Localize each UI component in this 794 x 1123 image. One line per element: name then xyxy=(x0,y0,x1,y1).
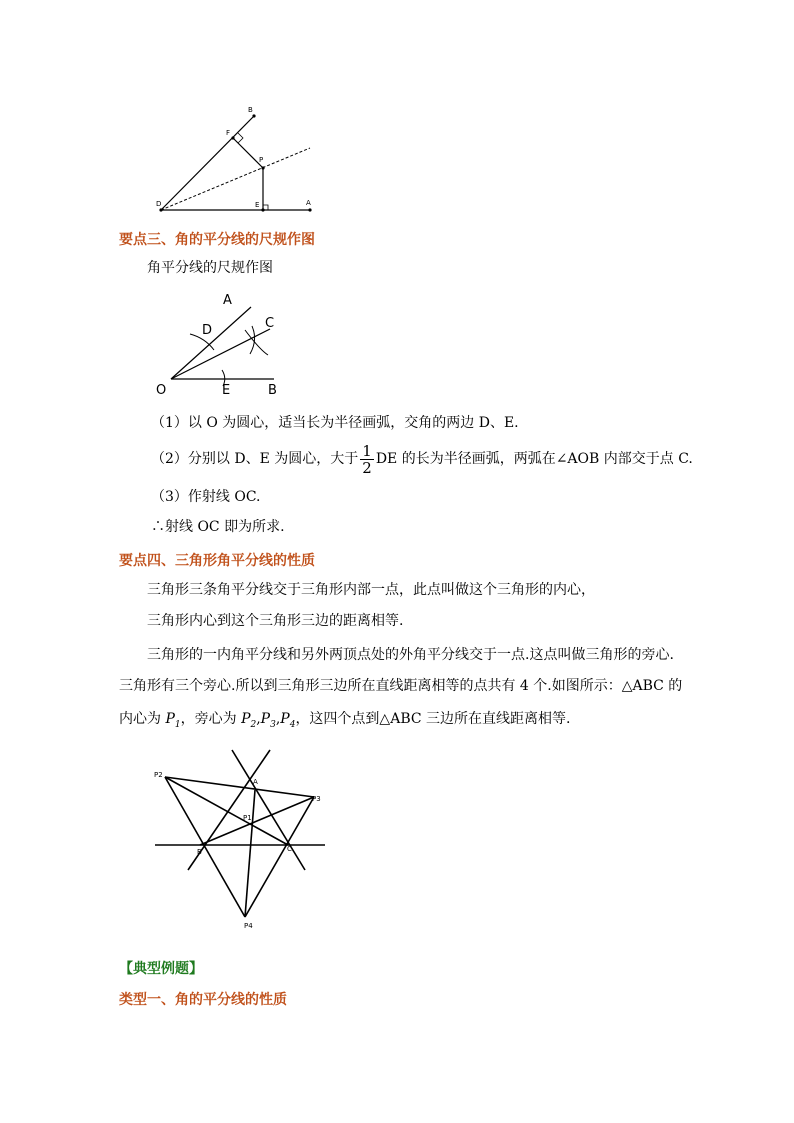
fraction-denominator: 2 xyxy=(362,458,372,477)
ray-OC xyxy=(171,329,270,379)
line5-tail: ，这四个点到△ABC 三边所在直线距离相等. xyxy=(295,711,571,727)
type1-heading: 类型一、角的平分线的性质 xyxy=(119,992,287,1008)
label-C: C xyxy=(287,845,292,853)
point-A xyxy=(308,208,311,211)
label-E: E xyxy=(222,383,231,398)
label-B: B xyxy=(197,848,202,856)
label-O: O xyxy=(156,383,167,398)
label-P1: P1 xyxy=(243,814,252,822)
segment-P2-P4 xyxy=(165,777,245,917)
bisector-dashed xyxy=(161,148,310,210)
point-B xyxy=(252,114,255,117)
label-P3: P3 xyxy=(312,795,321,803)
examples-heading: 【典型例题】 xyxy=(119,961,203,977)
section4-line2: 三角形内心到这个三角形三边的距离相等. xyxy=(147,613,404,629)
section4-line3: 三角形的一内角平分线和另外两顶点处的外角平分线交于一点.这点叫做三角形的旁心. xyxy=(147,647,674,663)
segment-P3-P4 xyxy=(245,797,314,917)
point-F xyxy=(231,136,234,139)
point-P xyxy=(261,166,264,169)
figure-angle-bisector-perpendiculars xyxy=(150,100,320,220)
point-p4: $P_4$ xyxy=(280,711,296,730)
right-angle-mark-F xyxy=(238,133,243,143)
label-P2: P2 xyxy=(154,771,163,779)
point-p3: $P_3$ xyxy=(260,711,276,730)
label-A: A xyxy=(306,199,311,207)
bisector-B xyxy=(200,797,314,845)
line5-excenter-label: ，旁心为 xyxy=(180,711,237,727)
step3: （3）作射线 OC. xyxy=(151,489,261,505)
fraction-one-half xyxy=(360,443,374,476)
figure-compass-construction xyxy=(150,290,290,400)
section3-heading: 要点三、角的平分线的尺规作图 xyxy=(119,232,315,248)
section4-line5: 内心为 $P_1$，旁心为 $P_2,P_3,P_4$，这四个点到△ABC 三边所在直线距离相等. xyxy=(119,711,571,730)
label-A: A xyxy=(223,293,232,308)
step2 xyxy=(151,441,693,477)
section3-intro: 角平分线的尺规作图 xyxy=(147,260,273,276)
conclusion: ∴射线 OC 即为所求. xyxy=(151,519,285,535)
point-p2: $P_2$ xyxy=(241,711,257,730)
label-B: B xyxy=(268,383,277,398)
label-C: C xyxy=(265,316,275,331)
label-A: A xyxy=(253,778,258,786)
ray-DB xyxy=(161,116,254,210)
label-D: D xyxy=(156,200,162,208)
ray-OA xyxy=(171,307,251,379)
fraction-numerator: 1 xyxy=(362,441,372,460)
step2-suffix: DE 的长为半径画弧，两弧在∠AOB 内部交于点 C. xyxy=(375,451,693,467)
label-P4: P4 xyxy=(244,922,253,930)
label-B: B xyxy=(248,106,253,114)
point-p1: $P_1$ xyxy=(165,711,181,730)
figure-incenter-excenters xyxy=(150,745,330,935)
line-AC xyxy=(232,750,305,870)
label-P: P xyxy=(259,156,264,164)
line5-incenter-label: 内心为 xyxy=(119,711,161,727)
section4-line1: 三角形三条角平分线交于三角形内部一点，此点叫做这个三角形的内心， xyxy=(147,582,595,598)
point-D xyxy=(159,208,162,211)
bisector-A xyxy=(245,790,255,917)
step2-prefix: （2）分别以 D、E 为圆心，大于 xyxy=(151,451,359,467)
point-E xyxy=(261,208,264,211)
section4-heading: 要点四、三角形角平分线的性质 xyxy=(119,553,315,569)
label-E: E xyxy=(255,201,260,209)
arc-C-1 xyxy=(245,330,268,355)
label-F: F xyxy=(226,129,231,137)
section4-line4: 三角形有三个旁心.所以到三角形三边所在直线距离相等的点共有 4 个.如图所示：△ABC 的 xyxy=(119,678,683,694)
label-D: D xyxy=(202,323,213,338)
step1: （1）以 O 为圆心，适当长为半径画弧，交角的两边 D、E. xyxy=(151,415,519,431)
